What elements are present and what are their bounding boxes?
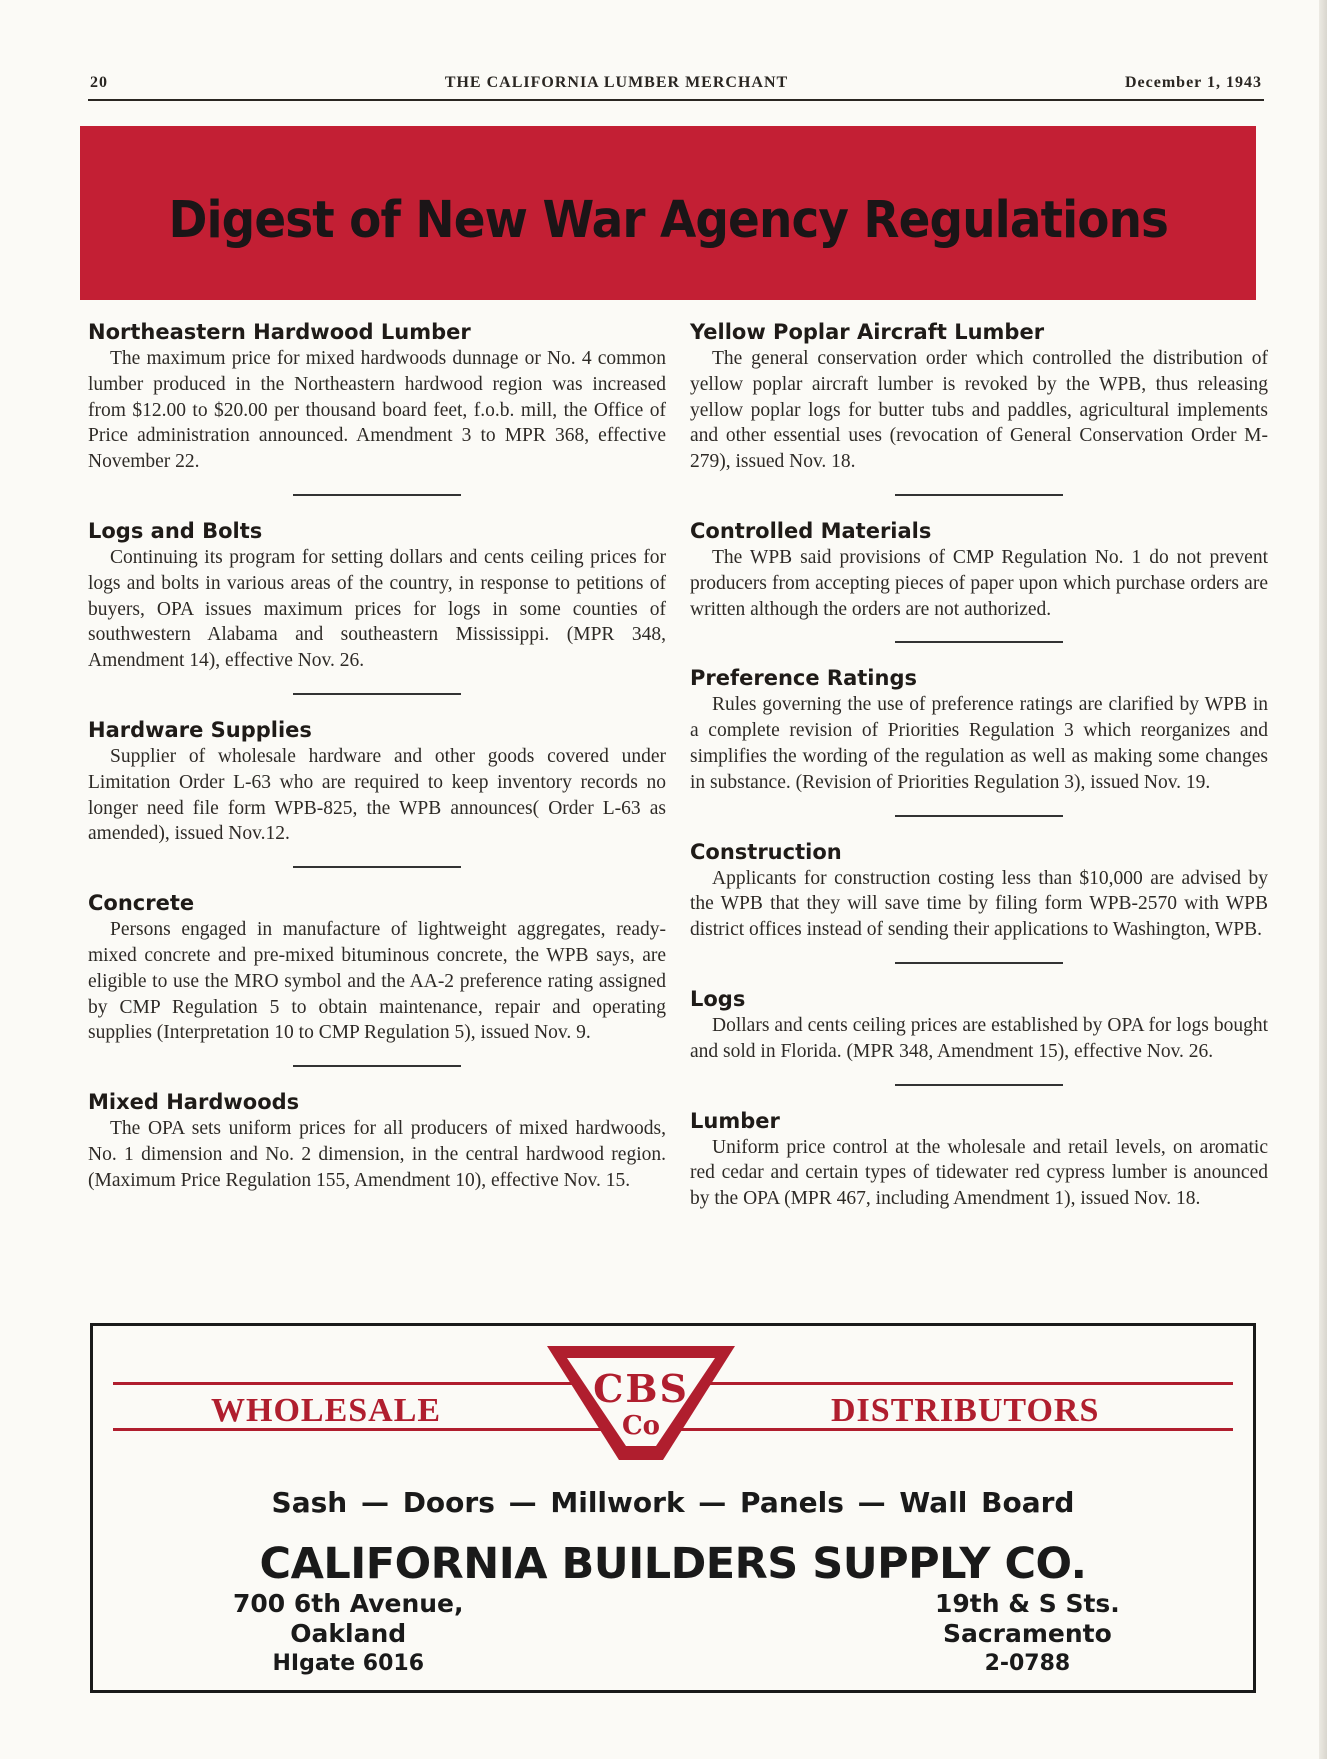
article (690, 664, 1268, 795)
article-heading: Logs (690, 986, 746, 1011)
divider (895, 815, 1063, 817)
article (690, 985, 1268, 1065)
company-logo (543, 1340, 739, 1466)
page-title: Digest of New War Agency Regulations (168, 190, 1168, 250)
address-sacramento (935, 1589, 1120, 1679)
page-number: 20 (90, 74, 108, 91)
article-heading: Yellow Poplar Aircraft Lumber (690, 320, 1045, 344)
ad-products: Sash — Doors — Millwork — Panels — Wall Board (271, 1486, 1075, 1519)
issue-date: December 1, 1943 (1124, 74, 1262, 91)
article (88, 1088, 666, 1193)
ad-company-name: CALIFORNIA BUILDERS SUPPLY CO. (259, 1539, 1087, 1589)
article (690, 517, 1268, 622)
divider (895, 962, 1063, 964)
article (88, 716, 666, 847)
sacramento-street: 19th & S Sts. (935, 1589, 1120, 1618)
advertisement (90, 1323, 1256, 1693)
article-body: Dollars and cents ceiling prices are established by OPA for logs bought and sold in Florida. (MPR 348, Amendment 15), effective Nov. 26. (690, 1014, 1268, 1062)
article-heading: Lumber (690, 1108, 780, 1133)
divider (895, 494, 1063, 496)
article-heading: Preference Ratings (690, 666, 917, 691)
oakland-phone: HIgate 6016 (272, 1651, 425, 1676)
article-body: The general conservation order which controlled the distribution of yellow poplar aircraft lumber is revoked by the WPB, thus releasing yellow poplar logs for butter tubs and paddles, agricultural implements and other essential uses (revocation of General Conservation Order M-279), issued Nov. 18. (690, 348, 1268, 473)
divider (293, 1065, 461, 1067)
article-body: The WPB said provisions of CMP Regulation No. 1 do not prevent producers from accepting pieces of paper upon which purchase orders are written although the orders are not authorized. (690, 546, 1268, 620)
article-body: Continuing its program for setting dollars and cents ceiling prices for logs and bolts in various areas of the country, in response to petitions of buyers, OPA issues maximum prices for logs in some counties of southwestern Alabama and southeastern Mississippi. (MPR 348, Amendment 14), effective Nov. 26. (88, 546, 666, 672)
article-heading: Controlled Materials (690, 518, 932, 543)
divider (895, 641, 1063, 643)
divider (293, 693, 461, 695)
article-body: Uniform price control at the wholesale and retail levels, on aromatic red cedar and certain types of tidewater red cypress lumber is anounced by the OPA (MPR 467, including Amendment 1), issued Nov. 18. (690, 1136, 1268, 1210)
divider (293, 494, 461, 496)
running-head (90, 74, 1262, 92)
article (88, 517, 666, 674)
ad-distributors: DISTRIBUTORS (831, 1392, 1100, 1429)
header-rule (88, 99, 1264, 101)
article-body: Rules governing the use of preference ratings are clarified by WPB in a complete revision of Priorities Regulation 3 which reorganizes and simplifies the wording of the regulation as well as making some changes in substance. (Revision of Priorities Regulation 3), issued Nov. 19. (690, 694, 1268, 793)
article-heading: Logs and Bolts (88, 518, 263, 543)
oakland-street: 700 6th Avenue, (233, 1589, 464, 1618)
sacramento-city: Sacramento (942, 1619, 1112, 1648)
article-heading: Construction (690, 839, 842, 864)
article (690, 318, 1268, 475)
article (690, 1107, 1268, 1212)
logo-letters-co: Co (621, 1411, 661, 1441)
ad-wholesale: WHOLESALE (211, 1392, 442, 1429)
article-body: Persons engaged in manufacture of lightweight aggregates, ready-mixed concrete and pre-mixed bituminous concrete, the WPB says, are eligible to use the MRO symbol and the AA-2 preference rating assigned by CMP Regulation 5 to obtain maintenance, repair and operating supplies (Interpretation 10 to CMP Regulation 5), issued Nov. 9. (88, 919, 666, 1044)
sacramento-phone: 2-0788 (984, 1651, 1071, 1676)
article-heading: Mixed Hardwoods (88, 1090, 300, 1115)
left-column (88, 318, 666, 1194)
article-body: The OPA sets uniform prices for all producers of mixed hardwoods, No. 1 dimension and No. 2 dimension, in the central hardwood region. (Maximum Price Regulation 155, Amendment 10), effective Nov. 15. (88, 1118, 666, 1191)
address-oakland (233, 1589, 464, 1679)
article-heading: Concrete (88, 891, 195, 916)
article-heading: Northeastern Hardwood Lumber (88, 320, 471, 344)
title-banner (80, 126, 1256, 300)
article-heading: Hardware Supplies (88, 717, 312, 742)
oakland-city: Oakland (290, 1619, 407, 1648)
right-column (690, 318, 1268, 1212)
article-body: Applicants for construction costing less than $10,000 are advised by the WPB that they will save time by filing form WPB-2570 with WPB district offices instead of sending their applications to Washington, WPB. (690, 867, 1268, 941)
article (690, 838, 1268, 943)
article-body: The maximum price for mixed hardwoods dunnage or No. 4 common lumber produced in the Northeastern hardwood region was increased from $12.00 to $20.00 per thousand board feet, f.o.b. mill, the Office of Price administration announced. Amendment 3 to MPR 368, effective November 22. (88, 348, 666, 473)
article (88, 318, 666, 475)
divider (293, 866, 461, 868)
logo-letters-cbs: CBS (593, 1366, 689, 1411)
article (88, 889, 666, 1046)
publication-title: THE CALIFORNIA LUMBER MERCHANT (444, 74, 789, 91)
divider (895, 1084, 1063, 1086)
page-edge (1319, 0, 1327, 1759)
article-body: Supplier of wholesale hardware and other goods covered under Limitation Order L-63 who are required to keep inventory records no longer need file form WPB-825, the WPB announces( Order L-63 as amended), issued Nov.12. (88, 745, 666, 845)
